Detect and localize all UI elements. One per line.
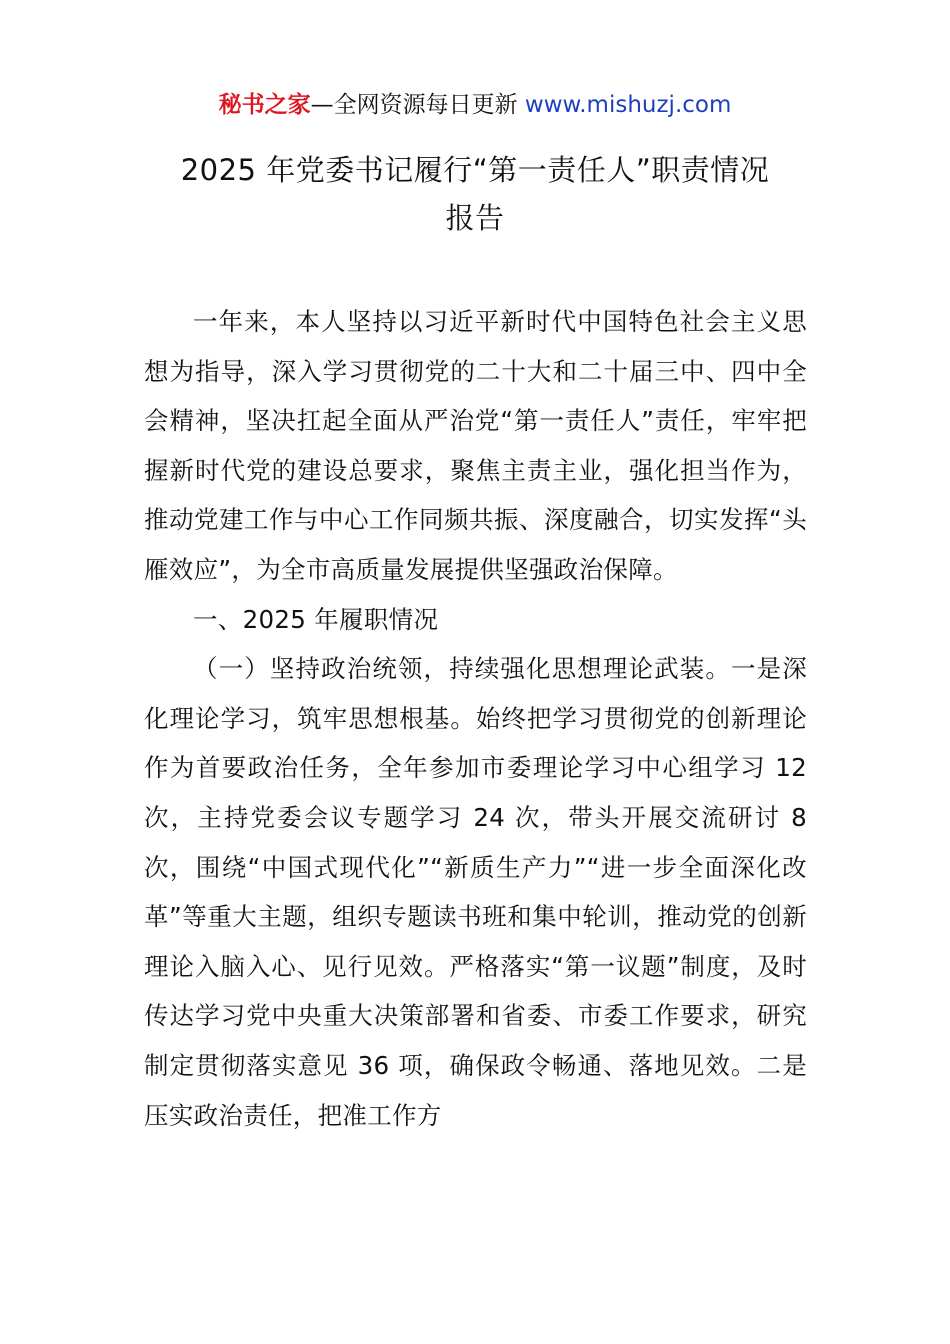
intro-paragraph: 一年来，本人坚持以习近平新时代中国特色社会主义思想为指导，深入学习贯彻党的二十大和二十届三中、四中全会精神，坚决扛起全面从严治党“第一责任人”责任，牢牢把握新时代党的建设总要求，聚焦主责主业，强化担当作为，推动党建工作与中心工作同频共振、深度融合，切实发挥“头雁效应”，为全市高质量发展提供坚强政治保障。 [144,307,807,584]
section-heading: 一、2025 年履职情况 [193,604,439,634]
section-paragraph: （一）坚持政治统领，持续强化思想理论武装。一是深化理论学习，筑牢思想根基。始终把学习贯彻党的创新理论作为首要政治任务，全年参加市委理论学习中心组学习 12 次，主持党委会议专题学习 24 次，带头开展交流研讨 8 次，围绕“中国式现代化”“新质生产力”“进一步全面深化改革”等重大主题，组织专题读书班和集中轮训，推动党的创新理论入脑入心、见行见效。严格落实“第一议题”制度，及时传达学习党中央重大决策部署和省委、市委工作要求，研究制定贯彻落实意见 36 项，确保政令畅通、落地见效。二是压实政治责任，把准工作方 [144,654,807,1130]
site-url-link[interactable]: www.mishuzj.com [524,92,732,118]
document-title [120,146,830,242]
title-line-1: 2025 年党委书记履行“第一责任人”职责情况 [180,153,770,187]
document-body [144,297,807,1140]
site-header [0,88,950,122]
header-tagline: —全网资源每日更新 [310,92,525,118]
brand-name: 秘书之家 [218,92,311,118]
title-line-2: 报告 [445,201,505,235]
